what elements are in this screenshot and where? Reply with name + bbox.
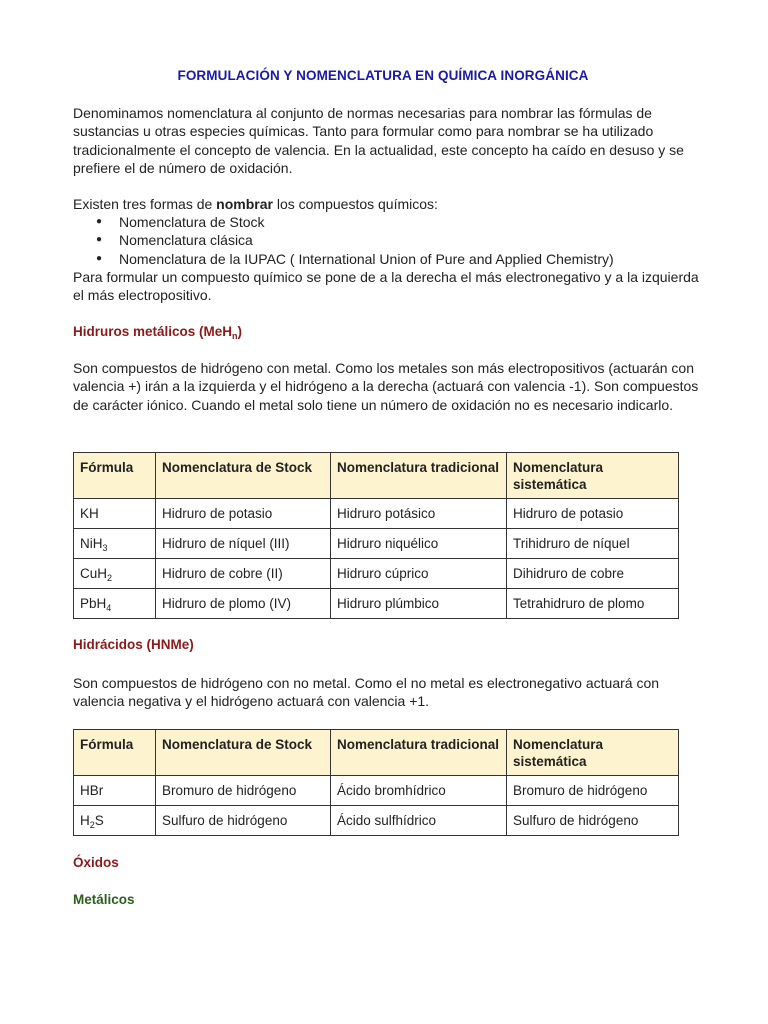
stock-cell: Bromuro de hidrógeno: [156, 776, 331, 806]
stock-cell: Hidruro de plomo (IV): [156, 589, 331, 619]
list-item: ● Nomenclatura de la IUPAC ( International Union of Pure and Applied Chemistry): [73, 250, 703, 268]
hidruros-heading: [73, 324, 242, 339]
systematic-cell: Tetrahidruro de plomo: [507, 589, 679, 619]
hidracidos-heading: Hidrácidos (HNMe): [73, 637, 194, 652]
hidruros-heading-end: ): [237, 324, 243, 339]
table-row: [74, 806, 679, 836]
systematic-cell: Sulfuro de hidrógeno: [507, 806, 679, 836]
forms-intro-bold: nombrar: [216, 196, 273, 212]
traditional-cell: Hidruro potásico: [331, 499, 507, 529]
stock-cell: Sulfuro de hidrógeno: [156, 806, 331, 836]
hidracidos-table: [73, 729, 679, 836]
forms-list: [73, 213, 703, 268]
header-systematic: Nomenclatura sistemática: [507, 730, 679, 776]
formula-text-end: S: [94, 813, 104, 828]
stock-cell: Hidruro de cobre (II): [156, 559, 331, 589]
table-row: [74, 499, 679, 529]
formula-text: CuH: [80, 566, 108, 581]
stock-cell: Hidruro de níquel (III): [156, 529, 331, 559]
header-stock: Nomenclatura de Stock: [156, 453, 331, 499]
formula-text: KH: [80, 506, 99, 521]
page-title: FORMULACIÓN Y NOMENCLATURA EN QUÍMICA INORGÁNICA: [177, 68, 589, 83]
hidruros-heading-sub: n: [232, 331, 238, 341]
table-row: [74, 589, 679, 619]
formula-subscript: 4: [106, 603, 112, 613]
systematic-cell: Bromuro de hidrógeno: [507, 776, 679, 806]
hidruros-table: [73, 452, 679, 619]
table-header-row: [74, 730, 679, 776]
hidruros-heading-text: Hidruros metálicos (MeH: [73, 324, 233, 339]
hidracidos-paragraph: Son compuestos de hidrógeno con no metal. Como el no metal es electronegativo actuará con valencia negativa y el hidrógeno actuará con valencia +1.: [73, 675, 660, 710]
traditional-cell: Ácido sulfhídrico: [331, 806, 507, 836]
hidruros-paragraph: Son compuestos de hidrógeno con metal. Como los metales son más electropositivos (actuarán con valencia +) irán a la izquierda y el hidrógeno a la derecha (actuará con valencia -1). Son compuestos de carácter iónico. Cuando el metal solo tiene un número de oxidación no es necesario indicarlo.: [73, 360, 699, 413]
forms-intro-after: los compuestos químicos:: [272, 196, 438, 212]
traditional-cell: Hidruro niquélico: [331, 529, 507, 559]
formula-cell: [74, 559, 156, 589]
header-traditional: Nomenclatura tradicional: [331, 453, 507, 499]
list-item: ● Nomenclatura clásica: [73, 231, 703, 249]
systematic-cell: Trihidruro de níquel: [507, 529, 679, 559]
traditional-cell: Hidruro plúmbico: [331, 589, 507, 619]
formula-cell: [74, 499, 156, 529]
formula-subscript: 2: [107, 573, 113, 583]
formula-subscript: 3: [102, 543, 108, 553]
list-item: ● Nomenclatura de Stock: [73, 213, 703, 231]
header-stock: Nomenclatura de Stock: [156, 730, 331, 776]
table-row: [74, 559, 679, 589]
header-systematic: Nomenclatura sistemática: [507, 453, 679, 499]
table-row: [74, 529, 679, 559]
header-traditional: Nomenclatura tradicional: [331, 730, 507, 776]
formula-subscript: 2: [89, 820, 95, 830]
header-formula: Fórmula: [74, 453, 156, 499]
forms-intro: [73, 195, 703, 213]
formula-text: NiH: [80, 536, 103, 551]
formula-text: H: [80, 813, 90, 828]
forms-intro-before: Existen tres formas de: [73, 196, 217, 212]
formula-cell: [74, 589, 156, 619]
table-row: [74, 776, 679, 806]
systematic-cell: Hidruro de potasio: [507, 499, 679, 529]
stock-cell: Hidruro de potasio: [156, 499, 331, 529]
header-formula: Fórmula: [74, 730, 156, 776]
metalicos-heading: Metálicos: [73, 892, 135, 907]
traditional-cell: Hidruro cúprico: [331, 559, 507, 589]
formula-cell: [74, 529, 156, 559]
intro-paragraph: Denominamos nomenclatura al conjunto de normas necesarias para nombrar las fórmulas de sustancias u otras especies químicas. Tanto para formular como para nombrar se ha utilizado tradicionalmente el concepto de valencia. En la actualidad, este concepto ha caído en desuso y se prefiere el de número de oxidación.: [73, 105, 684, 177]
formula-cell: [74, 776, 156, 806]
oxidos-heading: Óxidos: [73, 855, 119, 870]
formulate-paragraph: Para formular un compuesto químico se pone de a la derecha el más electronegativo y a la izquierda el más electropositivo.: [73, 269, 699, 304]
traditional-cell: Ácido bromhídrico: [331, 776, 507, 806]
formula-cell: [74, 806, 156, 836]
table-header-row: [74, 453, 679, 499]
formula-text: HBr: [80, 783, 104, 798]
formula-text: PbH: [80, 596, 107, 611]
systematic-cell: Dihidruro de cobre: [507, 559, 679, 589]
